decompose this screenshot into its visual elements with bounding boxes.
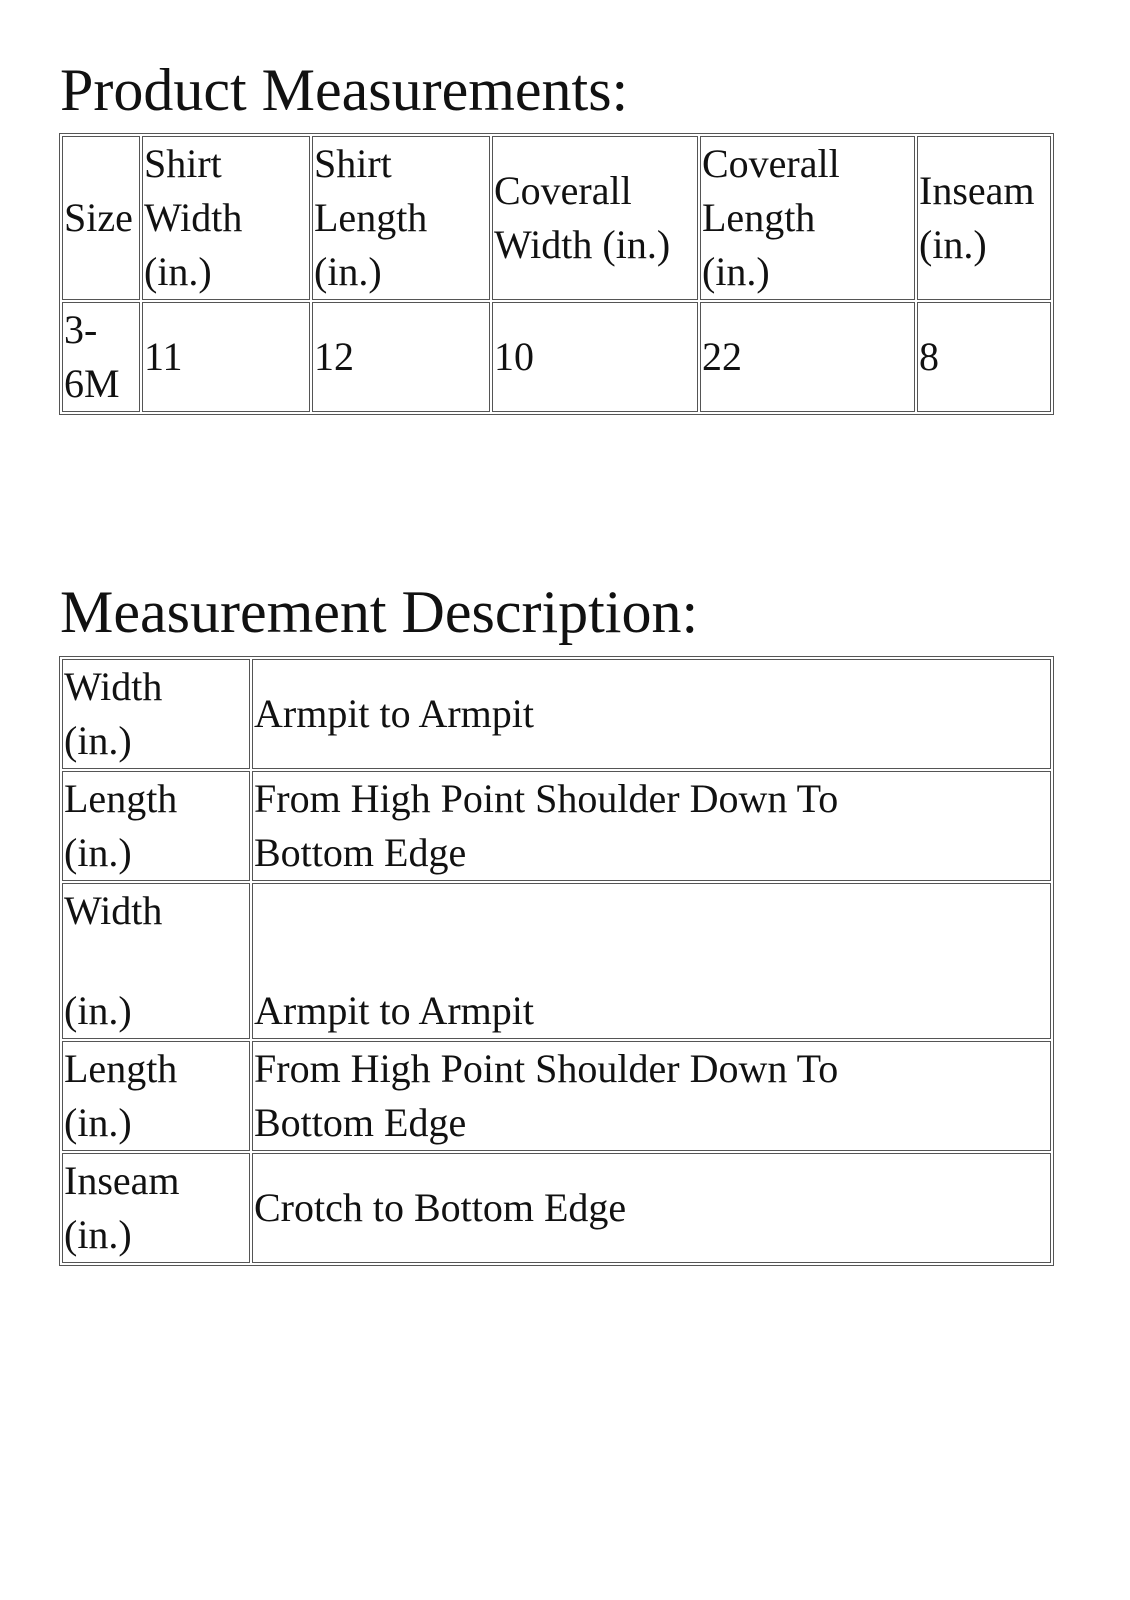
description-text <box>252 883 1051 1039</box>
product-measurements-title: Product Measurements: <box>60 57 629 123</box>
header-line: Coverall <box>494 168 632 213</box>
description-label <box>62 771 250 881</box>
label-line: (in.) <box>64 1100 132 1145</box>
label-line: Width <box>64 664 163 709</box>
description-text <box>252 1153 1051 1263</box>
header-line: Shirt <box>144 141 222 186</box>
header-line: (in.) <box>919 222 987 267</box>
header-line: (in.) <box>314 249 382 294</box>
measurement-description-table <box>59 656 1054 1266</box>
label-line: Length <box>64 776 178 821</box>
cell-size <box>62 302 140 412</box>
header-inseam <box>917 136 1051 300</box>
cell-coverall-width: 10 <box>492 302 698 412</box>
table-row <box>62 1153 1051 1263</box>
table-row <box>62 883 1051 1039</box>
label-line: (in.) <box>64 718 132 763</box>
description-text <box>252 659 1051 769</box>
label-line: (in.) <box>64 830 132 875</box>
description-label <box>62 1153 250 1263</box>
label-gap <box>64 938 248 984</box>
label-line: (in.) <box>64 988 132 1033</box>
description-line: From High Point Shoulder Down To <box>254 1046 839 1091</box>
description-line: Bottom Edge <box>254 1100 467 1145</box>
header-coverall-length <box>700 136 915 300</box>
table-row <box>62 1041 1051 1151</box>
table-row <box>62 302 1051 412</box>
description-text <box>252 1041 1051 1151</box>
table-row <box>62 771 1051 881</box>
cell-line: 6M <box>64 361 120 406</box>
description-label <box>62 659 250 769</box>
cell-line: 3- <box>64 307 98 352</box>
header-line: Length <box>314 195 428 240</box>
header-size-line: Size <box>64 195 133 240</box>
description-line: Armpit to Armpit <box>254 691 534 736</box>
measurement-description-title: Measurement Description: <box>60 579 699 645</box>
description-label <box>62 883 250 1039</box>
header-coverall-width <box>492 136 698 300</box>
header-shirt-width <box>142 136 310 300</box>
table-header-row <box>62 136 1051 300</box>
header-line: Coverall <box>702 141 840 186</box>
header-size <box>62 136 140 300</box>
header-shirt-length <box>312 136 490 300</box>
cell-inseam: 8 <box>917 302 1051 412</box>
header-line: Width <box>144 195 243 240</box>
table-row <box>62 659 1051 769</box>
description-line: Crotch to Bottom Edge <box>254 1185 627 1230</box>
label-line: (in.) <box>64 1212 132 1257</box>
header-line: (in.) <box>702 249 770 294</box>
header-line: Shirt <box>314 141 392 186</box>
header-line: (in.) <box>144 249 212 294</box>
description-line: From High Point Shoulder Down To <box>254 776 839 821</box>
description-line: Armpit to Armpit <box>254 988 534 1033</box>
description-label <box>62 1041 250 1151</box>
label-line: Width <box>64 888 163 933</box>
cell-coverall-length: 22 <box>700 302 915 412</box>
cell-shirt-length: 12 <box>312 302 490 412</box>
description-text <box>252 771 1051 881</box>
cell-shirt-width: 11 <box>142 302 310 412</box>
header-line: Length <box>702 195 816 240</box>
header-line: Width (in.) <box>494 222 671 267</box>
header-line: Inseam <box>919 168 1035 213</box>
product-measurements-table <box>59 133 1054 415</box>
description-line: Bottom Edge <box>254 830 467 875</box>
label-line: Length <box>64 1046 178 1091</box>
label-line: Inseam <box>64 1158 180 1203</box>
